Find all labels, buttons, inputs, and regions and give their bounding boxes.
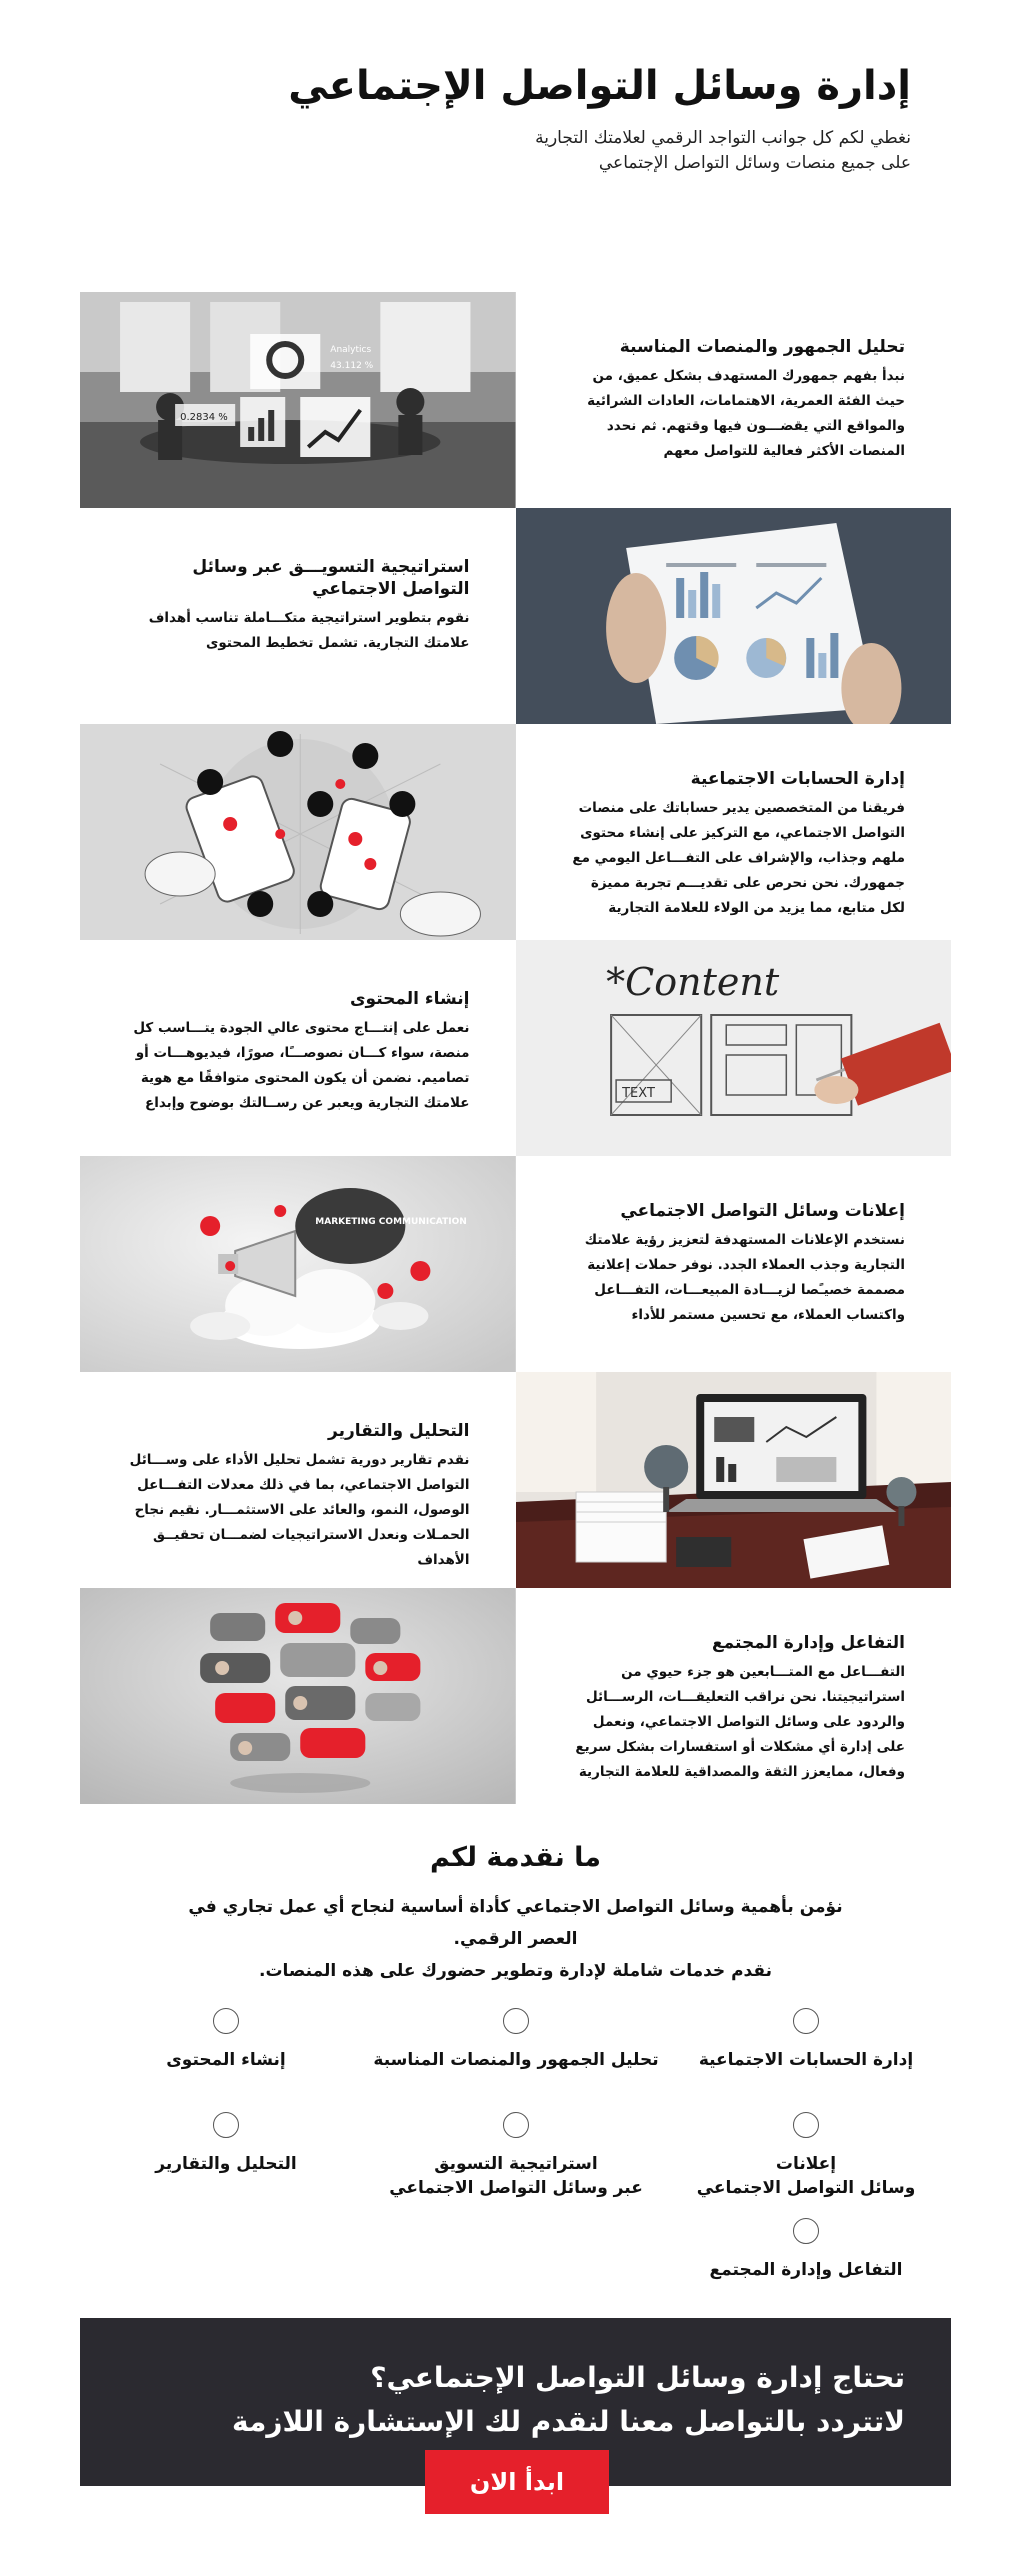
service-body: نقوم بتطوير استراتيجية متكـــاملة تناسب أهداف علامتك التجارية. تشمل تخطيط المحتوى: [148, 610, 470, 651]
radio-button[interactable]: [793, 2008, 819, 2034]
audience-analysis-image: [80, 292, 516, 508]
service-option-label: التحليل والتقارير: [155, 2154, 297, 2174]
service-body: نعمل على إنتـــاج محتوى عالي الجودة يتـــاسب كل منصة، سواء كـــان نصوصـــًا، صورًا، فيديوهـــات أو تصاميم. نضمن أن يكون المحتوى متوافقًا مع هوية علامتك التجارية ويعبر عن رســالتك بوضوح وإبداع: [133, 1020, 470, 1111]
service-option-label-line2: وسائل التواصل الاجتماعي: [696, 2178, 916, 2198]
analytics-value: 43.112 %: [330, 361, 374, 371]
radio-button[interactable]: [213, 2112, 239, 2138]
marketing-badge: MARKETING COMMUNICATION: [315, 1217, 467, 1227]
analytics-percent-label: 0.2834 %: [180, 412, 228, 423]
service-row: [80, 1588, 951, 1804]
service-option-strategy[interactable]: [371, 2112, 661, 2200]
service-text-reports: [80, 1372, 516, 1588]
radio-button[interactable]: [793, 2218, 819, 2244]
meeting-analytics-illustration: [80, 292, 516, 508]
content-sketch-illustration: [516, 940, 952, 1156]
service-option-label-line1: إعلانات: [775, 2154, 837, 2174]
radio-button[interactable]: [503, 2112, 529, 2138]
offer-line2: العصر الرقمي.: [453, 1929, 578, 1949]
service-option-audience[interactable]: [371, 2008, 661, 2072]
analytics-label: Analytics: [330, 345, 372, 355]
hero-subtitle-line2: على جميع منصات وسائل التواصل الإجتماعي: [598, 153, 911, 173]
start-now-button[interactable]: ابدأ الان: [425, 2450, 609, 2514]
service-option-label: إنشاء المحتوى: [166, 2050, 286, 2070]
social-phones-illustration: [80, 724, 516, 940]
strategy-image: [516, 508, 952, 724]
service-option-community[interactable]: [661, 2218, 951, 2282]
offer-title: ما نقدمة لكم: [430, 1842, 601, 1873]
radio-button[interactable]: [213, 2008, 239, 2034]
service-row: [80, 724, 951, 940]
service-row: [80, 940, 951, 1156]
service-option-label: التفاعل وإدارة المجتمع: [709, 2260, 903, 2280]
reports-image: [516, 1372, 952, 1588]
service-body: نبدأ بفهم جمهورك المستهدف بشكل عميق، من حيث الفئة العمرية، الاهتمامات، العادات الشرائية والمواقع التي يقضـــون فيها وقتهم. ثم نحدد المنصات الأكثر فعالية للتواصل معهم: [587, 368, 905, 459]
cta-line1: تحتاج إدارة وسائل التواصل الإجتماعي؟: [370, 2361, 905, 2394]
service-text-content: [80, 940, 516, 1156]
hero-subtitle: [211, 126, 911, 176]
service-title: استراتيجية التسويـــق عبر وسائل التواصل الاجتماعي: [192, 557, 470, 599]
service-title: التفاعل وإدارة المجتمع: [712, 1633, 905, 1653]
service-option-content[interactable]: [81, 2008, 371, 2072]
service-option-label: إدارة الحسابات الاجتماعية: [698, 2050, 914, 2070]
service-option-accounts[interactable]: [661, 2008, 951, 2072]
service-option-label-line1: استراتيجية التسويق: [434, 2154, 598, 2174]
service-option-ads[interactable]: [661, 2112, 951, 2200]
report-in-hands-illustration: [516, 508, 952, 724]
service-option-reports[interactable]: [81, 2112, 371, 2176]
service-text-strategy: [80, 508, 516, 724]
service-body: فريقنا من المتخصصين يدير حساباتك على منصات التواصل الاجتماعي، مع التركيز على إنشاء محتوى ملهم وجذاب، والإشراف على التفـــاعل اليومي مع جمهورك. نحن نحرص على تقديـــم تجربة مميزة لكل متابع، مما يزيد من الولاء للعلامة التجارية: [572, 800, 905, 916]
radio-button[interactable]: [793, 2112, 819, 2138]
service-option-label: [371, 2152, 661, 2200]
speech-bubbles-illustration: [80, 1588, 516, 1804]
page-title: إدارة وسائل التواصل الإجتماعي: [288, 63, 911, 109]
service-row: [80, 292, 951, 508]
hero-subtitle-line1: نغطي لكم كل جوانب التواجد الرقمي لعلامتك التجارية: [535, 128, 911, 148]
service-row: [80, 508, 951, 724]
accounts-image: [80, 724, 516, 940]
service-row: [80, 1156, 951, 1372]
ads-image: [80, 1156, 516, 1372]
service-text-accounts: [516, 724, 952, 940]
offer-section: [80, 1842, 951, 1987]
service-options: [80, 2008, 951, 2288]
laptop-desk-illustration: [516, 1372, 952, 1588]
text-sketch-label: TEXT: [621, 1086, 655, 1101]
service-option-label: [661, 2152, 951, 2200]
service-text-community: [516, 1588, 952, 1804]
service-body: نقدم تقارير دورية تشمل تحليل الأداء على وســـائل التواصل الاجتماعي، بما في ذلك معدلات التفـــاعل الوصول، النمو، والعائد على الاستثمـــار. نقيم نجاح الحمـلات ونعدل الاستراتيجيات لضمـــان تحقيــق الأهداف: [129, 1452, 470, 1568]
service-title: التحليل والتقارير: [328, 1421, 470, 1441]
service-title: تحليل الجمهور والمنصات المناسبة: [619, 337, 905, 357]
service-option-label-line2: عبر وسائل التواصل الاجتماعي: [389, 2178, 643, 2198]
service-text-audience: [516, 292, 952, 508]
content-image: [516, 940, 952, 1156]
service-body: نستخدم الإعلانات المستهدفة لتعزيز رؤية علامتك التجارية وجذب العملاء الجدد. نوفر حملات إعلانية مصممة خصيـًصا لزيـــادة المبيعـــات، التفـــاعل واكتساب العملاء، مع تحسين مستمر للأداء: [584, 1232, 905, 1323]
radio-button[interactable]: [503, 2008, 529, 2034]
offer-line1: نؤمن بأهمية وسائل التواصل الاجتماعي كأداة أساسية لنجاح أي عمل تجاري في: [188, 1897, 843, 1917]
cta-heading: [232, 2356, 905, 2444]
service-title: إعلانات وسائل التواصل الاجتماعي: [620, 1201, 905, 1221]
content-word: *Content: [605, 960, 779, 1004]
cta-banner: [80, 2318, 951, 2496]
service-row: [80, 1372, 951, 1588]
community-image: [80, 1588, 516, 1804]
service-body: التفـــاعل مع المتـــابعين هو جزء حيوي من استراتيجيتنا. نحن نراقب التعليقـــات، الرســـائل والردود على وسائل التواصل الاجتماعي، ونعمل على إدارة أي مشكلات أو استفسارات بشكل سريع وفعال، ممايعزز الثقة والمصداقية للعلامة التجارية: [575, 1664, 905, 1780]
offer-line3: نقدم خدمات شاملة لإدارة وتطوير حضورك على هذه المنصات.: [259, 1961, 772, 1981]
service-text-ads: [516, 1156, 952, 1372]
services-grid: [80, 292, 951, 1804]
service-title: إدارة الحسابات الاجتماعية: [690, 769, 905, 789]
service-option-label: تحليل الجمهور والمنصات المناسبة: [373, 2050, 659, 2070]
cta-line2: لاتتردد بالتواصل معنا لنقدم لك الإستشارة اللازمة: [232, 2405, 905, 2438]
service-title: إنشاء المحتوى: [349, 989, 470, 1009]
hero-section: [211, 62, 911, 176]
offer-text: [166, 1891, 866, 1987]
megaphone-cloud-illustration: [80, 1156, 516, 1372]
